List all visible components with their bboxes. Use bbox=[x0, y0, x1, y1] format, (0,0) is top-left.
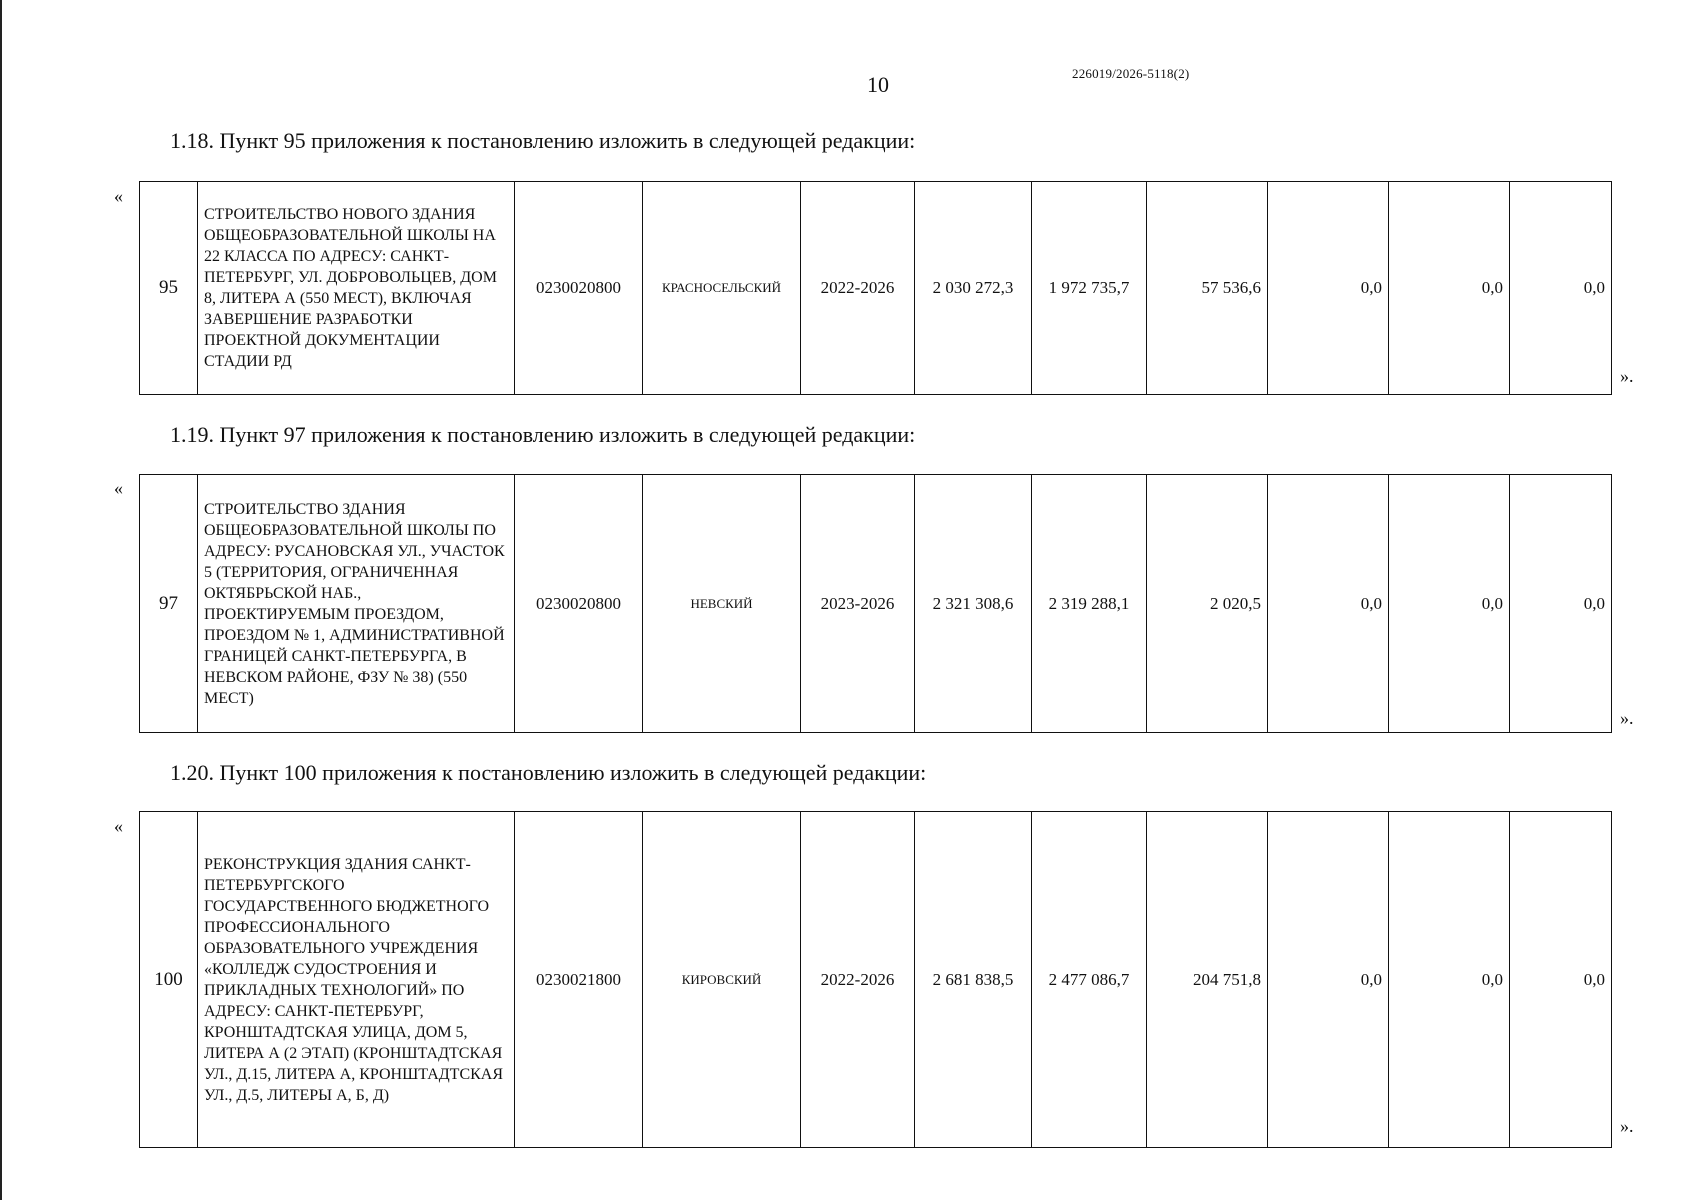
item-district: КРАСНОСЕЛЬСКИЙ bbox=[643, 182, 801, 395]
quote-open: « bbox=[114, 816, 123, 836]
quote-close: ». bbox=[1620, 708, 1634, 728]
item-value-4: 0,0 bbox=[1389, 812, 1510, 1148]
item-value-4: 0,0 bbox=[1389, 182, 1510, 395]
item-value-5: 0,0 bbox=[1510, 182, 1612, 395]
item-code: 0230020800 bbox=[515, 475, 643, 733]
item-value-3: 0,0 bbox=[1268, 182, 1389, 395]
section-title-1-19: 1.19. Пункт 97 приложения к постановлению изложить в следующей редакции: bbox=[170, 422, 916, 447]
quote-close: ». bbox=[1620, 1116, 1634, 1136]
item-years: 2022-2026 bbox=[801, 182, 915, 395]
item-value-2: 2 020,5 bbox=[1147, 475, 1268, 733]
quote-open: « bbox=[114, 478, 123, 498]
quote-close: ». bbox=[1620, 366, 1634, 386]
section-title-1-18: 1.18. Пункт 95 приложения к постановлению изложить в следующей редакции: bbox=[170, 128, 916, 153]
item-years: 2022-2026 bbox=[801, 812, 915, 1148]
item-total: 2 030 272,3 bbox=[915, 182, 1032, 395]
item-value-5: 0,0 bbox=[1510, 812, 1612, 1148]
item-value-3: 0,0 bbox=[1268, 812, 1389, 1148]
item-value-2: 204 751,8 bbox=[1147, 812, 1268, 1148]
item-value-4: 0,0 bbox=[1389, 475, 1510, 733]
item-code: 0230020800 bbox=[515, 182, 643, 395]
table-item-100 bbox=[139, 811, 1612, 1148]
item-name: СТРОИТЕЛЬСТВО НОВОГО ЗДАНИЯ ОБЩЕОБРАЗОВАТЕЛЬНОЙ ШКОЛЫ НА 22 КЛАССА ПО АДРЕСУ: САНКТ-ПЕТЕРБУРГ, УЛ. ДОБРОВОЛЬЦЕВ, ДОМ 8, ЛИТЕРА А (550 МЕСТ), ВКЛЮЧАЯ ЗАВЕРШЕНИЕ РАЗРАБОТКИ ПРОЕКТНОЙ ДОКУМЕНТАЦИИ СТАДИИ РД bbox=[198, 182, 515, 395]
quote-open: « bbox=[114, 186, 123, 206]
item-district: КИРОВСКИЙ bbox=[643, 812, 801, 1148]
item-number: 97 bbox=[140, 475, 198, 733]
item-value-1: 1 972 735,7 bbox=[1032, 182, 1147, 395]
item-name: СТРОИТЕЛЬСТВО ЗДАНИЯ ОБЩЕОБРАЗОВАТЕЛЬНОЙ ШКОЛЫ ПО АДРЕСУ: РУСАНОВСКАЯ УЛ., УЧАСТОК 5 (ТЕРРИТОРИЯ, ОГРАНИЧЕННАЯ ОКТЯБРЬСКОЙ НАБ., ПРОЕКТИРУЕМЫМ ПРОЕЗДОМ, ПРОЕЗДОМ № 1, АДМИНИСТРАТИВНОЙ ГРАНИЦЕЙ САНКТ-ПЕТЕРБУРГА, В НЕВСКОМ РАЙОНЕ, ФЗУ № 38) (550 МЕСТ) bbox=[198, 475, 515, 733]
page-left-border bbox=[0, 0, 2, 1200]
item-number: 95 bbox=[140, 182, 198, 395]
table-item-95 bbox=[139, 181, 1612, 395]
section-title-1-20: 1.20. Пункт 100 приложения к постановлению изложить в следующей редакции: bbox=[170, 760, 927, 785]
item-years: 2023-2026 bbox=[801, 475, 915, 733]
item-value-1: 2 319 288,1 bbox=[1032, 475, 1147, 733]
table-item-97 bbox=[139, 474, 1612, 733]
item-value-1: 2 477 086,7 bbox=[1032, 812, 1147, 1148]
document-code: 226019/2026-5118(2) bbox=[1072, 66, 1190, 81]
item-district: НЕВСКИЙ bbox=[643, 475, 801, 733]
item-value-2: 57 536,6 bbox=[1147, 182, 1268, 395]
item-number: 100 bbox=[140, 812, 198, 1148]
item-value-3: 0,0 bbox=[1268, 475, 1389, 733]
item-name: РЕКОНСТРУКЦИЯ ЗДАНИЯ САНКТ-ПЕТЕРБУРГСКОГО ГОСУДАРСТВЕННОГО БЮДЖЕТНОГО ПРОФЕССИОНАЛЬНОГО ОБРАЗОВАТЕЛЬНОГО УЧРЕЖДЕНИЯ «КОЛЛЕДЖ СУДОСТРОЕНИЯ И ПРИКЛАДНЫХ ТЕХНОЛОГИЙ» ПО АДРЕСУ: САНКТ-ПЕТЕРБУРГ, КРОНШТАДТСКАЯ УЛИЦА, ДОМ 5, ЛИТЕРА А (2 ЭТАП) (КРОНШТАДТСКАЯ УЛ., Д.15, ЛИТЕРА А, КРОНШТАДТСКАЯ УЛ., Д.5, ЛИТЕРЫ А, Б, Д) bbox=[198, 812, 515, 1148]
item-value-5: 0,0 bbox=[1510, 475, 1612, 733]
item-total: 2 321 308,6 bbox=[915, 475, 1032, 733]
page-number: 10 bbox=[867, 72, 889, 97]
item-total: 2 681 838,5 bbox=[915, 812, 1032, 1148]
item-code: 0230021800 bbox=[515, 812, 643, 1148]
